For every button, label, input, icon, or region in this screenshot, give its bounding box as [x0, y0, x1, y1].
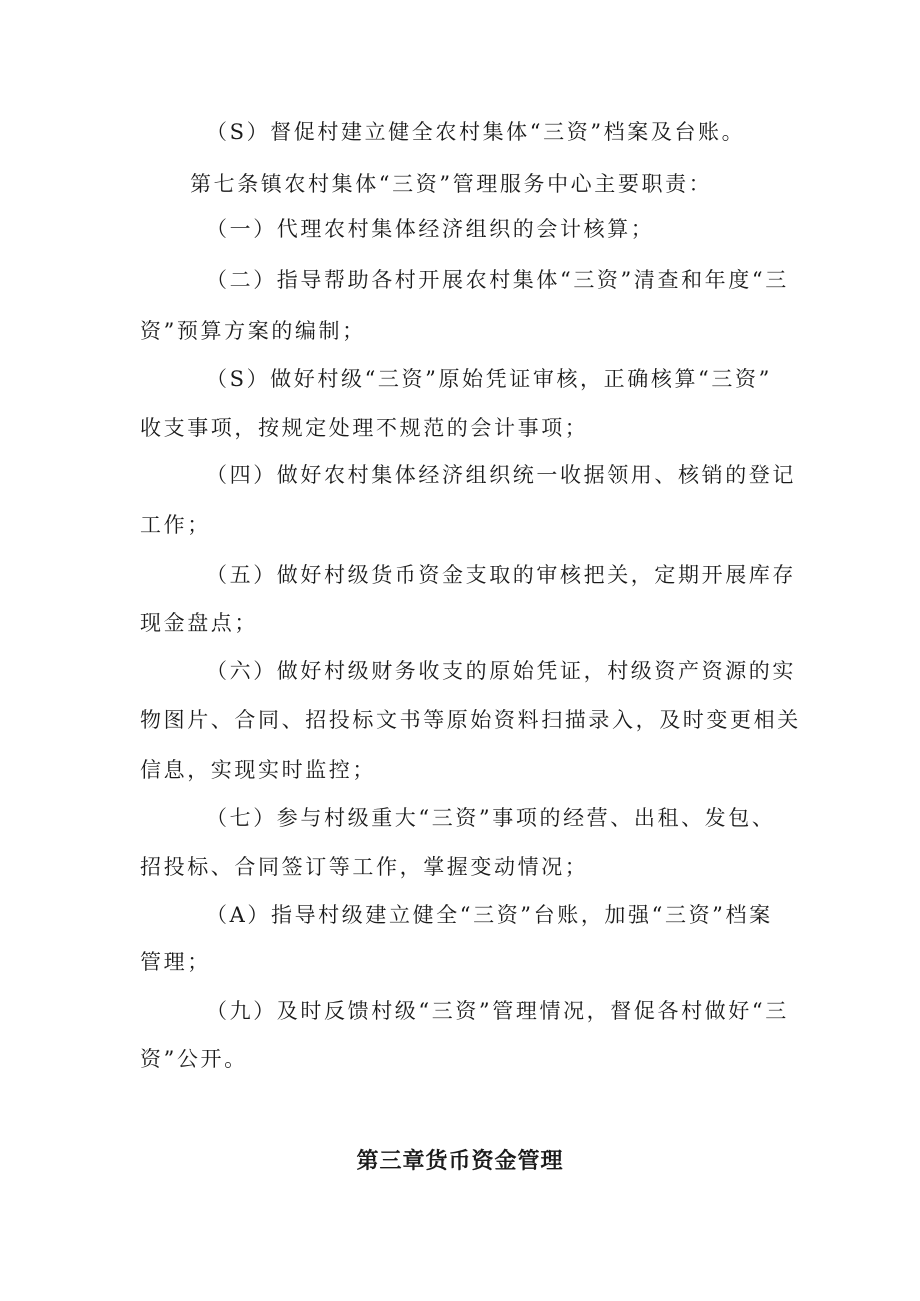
para-8-line-2: 物图片、合同、招投标文书等原始资料扫描录入，及时变更相关 — [140, 708, 801, 732]
para-9-line-1: （七）参与村级重大“三资”事项的经营、出租、发包、 — [206, 806, 776, 830]
para-4-line-2: 资”预算方案的编制； — [140, 319, 366, 343]
para-6-line-1: （四）做好农村集体经济组织统一收据领用、核销的登记 — [206, 463, 796, 487]
para-10-line-1: （A）指导村级建立健全“三资”台账，加强“三资”档案 — [206, 903, 773, 927]
para-8-line-3: 信息，实现实时监控； — [140, 758, 376, 782]
para-7-line-2: 现金盘点； — [140, 611, 258, 635]
chapter-heading: 第三章货币资金管理 — [356, 1149, 564, 1174]
para-7-line-1: （五）做好村级货币资金支取的审核把关，定期开展库存 — [206, 563, 796, 587]
para-11-line-2: 资”公开。 — [140, 1047, 248, 1071]
para-10-line-2: 管理； — [140, 950, 211, 974]
para-9-line-2: 招投标、合同签订等工作，掌握变动情况； — [140, 855, 589, 879]
para-11-line-1: （九）及时反馈村级“三资”管理情况，督促各村做好“三 — [206, 999, 789, 1023]
para-5-line-2: 收支事项，按规定处理不规范的会计事项； — [140, 416, 589, 440]
para-2-line-1: 第七条镇农村集体“三资”管理服务中心主要职责： — [190, 172, 713, 196]
para-4-line-1: （二）指导帮助各村开展农村集体“三资”清查和年度“三 — [206, 268, 789, 292]
para-6-line-2: 工作； — [140, 513, 211, 537]
para-1-line-1: （S）督促村建立健全农村集体“三资”档案及台账。 — [206, 120, 746, 144]
para-8-line-1: （六）做好村级财务收支的原始凭证，村级资产资源的实 — [206, 659, 796, 683]
para-3-line-1: （一）代理农村集体经济组织的会计核算； — [206, 217, 655, 241]
para-5-line-1: （S）做好村级“三资”原始凭证审核，正确核算“三资” — [206, 367, 772, 391]
